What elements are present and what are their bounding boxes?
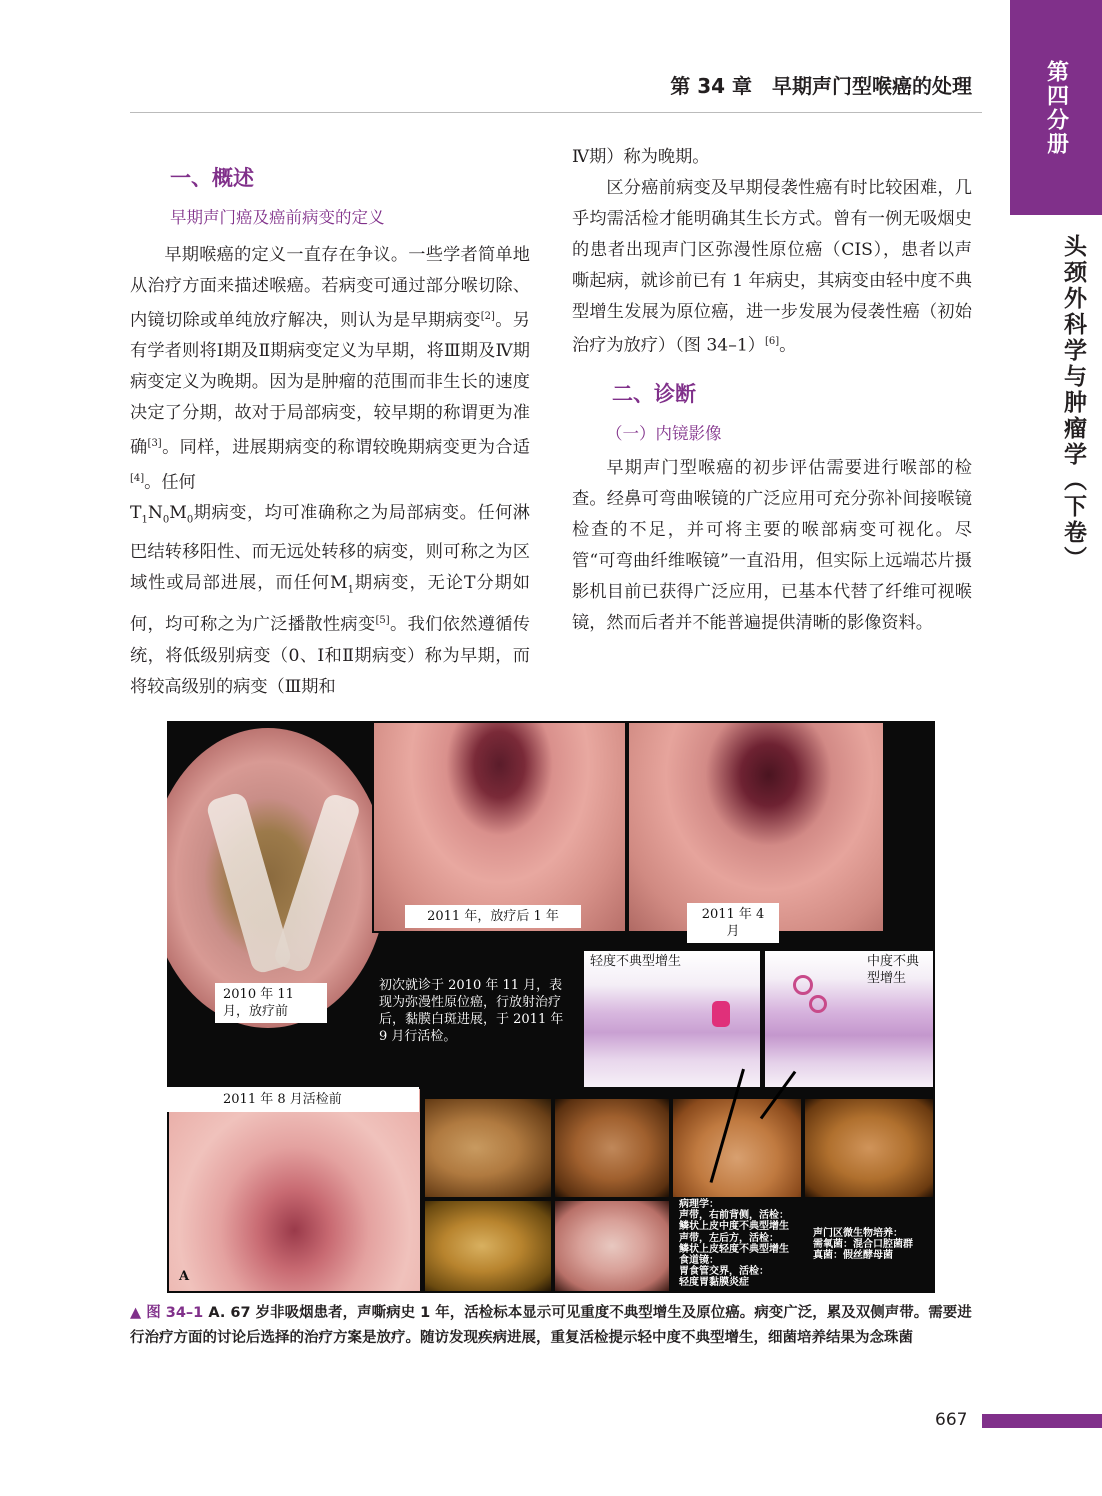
figure-caption — [130, 1301, 975, 1351]
pathology-findings: 病理学： 声带，右前背侧，活检： 鳞状上皮中度不典型增生 声带，左后方，活检： 鳞状上皮轻度不典型增生 食道镜： 胃食管交界，活检： 轻度胃黏膜炎症 — [679, 1199, 789, 1289]
page-number-bar — [982, 1414, 1102, 1428]
paragraph-definition: 早期喉癌的定义一直存在争议。一些学者简单地从治疗方面来描述喉癌。若病变可通过部分喉切除、内镜切除或单纯放疗解决，则认为是早期病变[2]。另有学者则将Ⅰ期及Ⅱ期病变定义为早期，将Ⅲ期及Ⅳ期病变定义为晚期。因为是肿瘤的范围而非生长的速度决定了分期，故对于局部病变，较早期的称谓更为准确[3]。同样，进展期病变的称谓较晚期病变更为合适[4]。任何 $T_1N_0M_0$期病变，均可准确称之为局部病变。任何淋巴结转移阳性、而无远处转移的病变，则可称之为区域性或局部进展，而任何$M_1$期病变，无论T分期如何，均可称之为广泛播散性病变[5]。我们依然遵循传统，将低级别病变（0、Ⅰ和Ⅱ期病变）称为早期，而将较高级别的病变（Ⅲ期和 — [130, 245, 530, 697]
header-rule — [130, 112, 982, 113]
histology-label-moderate: 中度不典型增生 — [867, 954, 920, 986]
endoscopy-panel-1 — [423, 1097, 553, 1199]
culture-findings: 声门区微生物培养： 需氧菌：混合口腔菌群 真菌：假丝酵母菌 — [813, 1228, 913, 1262]
paragraph-continued: Ⅳ期）称为晚期。 — [572, 147, 710, 167]
endoscopy-panel-4 — [803, 1097, 935, 1199]
left-column — [130, 240, 530, 703]
label-2011-august: 2011 年 8 月活检前 — [167, 1087, 419, 1112]
histology-mild-dysplasia — [582, 949, 762, 1089]
right-column-diagnosis — [572, 453, 972, 638]
endoscopy-panel-6 — [553, 1199, 671, 1293]
histology-label-mild: 轻度不典型增生 — [590, 954, 682, 969]
section-heading-diagnosis: 二、诊断 — [612, 382, 696, 406]
section-heading-overview: 一、概述 — [170, 166, 254, 190]
paragraph-endoscopy: 早期声门型喉癌的初步评估需要进行喉部的检查。经鼻可弯曲喉镜的广泛应用可充分弥补间接喉镜检查的不足，并可将主要的喉部病变可视化。尽管“可弯曲纤维喉镜”一直沿用，但实际上远端芯片摄影机目前已获得广泛应用，已基本代替了纤维可视喉镜，然而后者并不能普遍提供清晰的影像资料。 — [572, 458, 972, 633]
volume-tab: 第四分册 — [1010, 0, 1102, 215]
subsection-heading-definition: 早期声门癌及癌前病变的定义 — [170, 208, 385, 227]
caption-label: ▲ 图 34–1 — [130, 1305, 204, 1321]
running-head: 第 34 章 早期声门型喉癌的处理 — [670, 74, 972, 98]
book-title-vertical: 头颈外科学与肿瘤学（下卷） — [1060, 234, 1086, 572]
label-2011-april: 2011 年 4 月 — [687, 903, 779, 943]
figure-description: 初次就诊于 2010 年 11 月，表现为弥漫性原位癌，行放射治疗后，黏膜白斑进展，于 2011 年 9 月行活检。 — [379, 978, 564, 1044]
right-column — [572, 142, 972, 362]
photo-2011-august-pre-biopsy — [167, 1087, 422, 1293]
figure-34-1 — [167, 721, 935, 1293]
label-2011-post-radiotherapy: 2011 年，放疗后 1 年 — [405, 905, 581, 928]
subsection-heading-endoscopy: （一）内镜影像 — [606, 424, 722, 443]
endoscopy-panel-5 — [423, 1199, 553, 1293]
page-number: 667 — [935, 1410, 968, 1430]
label-2010-pre-radiotherapy: 2010 年 11 月，放疗前 — [215, 983, 327, 1023]
photo-2011-april — [627, 721, 885, 933]
caption-text: A. 67 岁非吸烟患者，声嘶病史 1 年，活检标本显示可见重度不典型增生及原位癌。病变广泛，累及双侧声带。需要进行治疗方面的讨论后选择的治疗方案是放疗。随访发现疾病进展，重复活检提示轻中度不典型增生，细菌培养结果为念珠菌 — [130, 1305, 972, 1346]
paragraph-premalignant: 区分癌前病变及早期侵袭性癌有时比较困难，几乎均需活检才能明确其生长方式。曾有一例无吸烟史的患者出现声门区弥漫性原位癌（CIS），患者以声嘶起病，就诊前已有 1 年病史，其病变由轻中度不典型增生发展为原位癌，进一步发展为侵袭性癌（初始治疗为放疗）（图 34–1）[6]。 — [572, 177, 972, 357]
endoscopy-panel-3 — [671, 1097, 803, 1199]
figure-panel-letter: A — [179, 1269, 190, 1284]
endoscopy-panel-2 — [553, 1097, 671, 1199]
photo-2011-post-radiotherapy — [372, 721, 627, 933]
photo-2010-pre-radiotherapy — [167, 721, 372, 1083]
